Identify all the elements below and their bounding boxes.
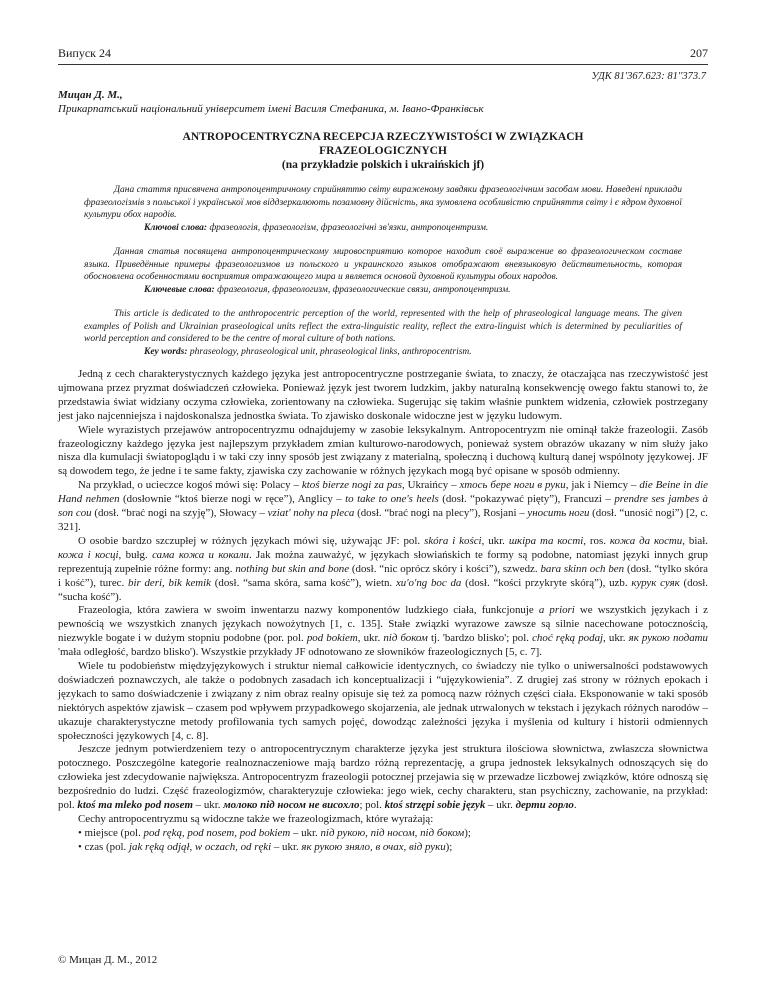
paragraph bbox=[58, 604, 708, 660]
text-run: (dosł. “unosić nogi”) [2, c. 321]. bbox=[58, 507, 709, 533]
text-run: – ukr. bbox=[290, 826, 321, 839]
text-run: – ukr. bbox=[485, 799, 516, 812]
text-run: (dosłownie “ktoś bierze nogi w ręce”), Anglicy – bbox=[119, 493, 346, 506]
title-line-2: FRAZEOLOGICZNYCH bbox=[319, 145, 447, 157]
phrase-example: die Beine in die Hand nehmen bbox=[58, 479, 709, 506]
article bbox=[58, 70, 708, 855]
keywords-en bbox=[84, 346, 682, 359]
text-run: Jeszcze jednym potwierdzeniem tezy o antropocentrycznym charakterze języka jest struktura ilościowa słownictwa, zwłaszcza słownictwa potocznego. Poszczególne kategorie realnoznaczeniowe mają bardzo różną reprezentację, a grupa jednostek leksykalnych odnoszących się do człowieka jest zdecydowanie największa. Antropocentryzm frazeologii potocznej przejawia się w przewadze liczbowej związków, które odnoszą się bezpośrednio do ludzi. Część frazeologizmów, charakteryzuje człowieka: jego wiek, cechy charakteru, stan psychiczny, zachowanie, na przykład: pol. bbox=[58, 743, 708, 812]
keywords-en-text: phraseology, phraseological unit, phraseological links, anthropocentrism. bbox=[187, 346, 472, 357]
text-run: , ukr. bbox=[481, 534, 509, 547]
text-run: (dosł. “brać nogi na szyję”), Słowacy – bbox=[91, 507, 268, 520]
phrase-example: xu'o'ng boc da bbox=[395, 576, 462, 589]
text-run: (dosł. “sucha kość”). bbox=[58, 576, 709, 603]
text-run: . Jak można zauważyć, w językach słowiańskich te formy są podobne, natomiast języki innych grup reprezentują zupełnie różne formy: ang. bbox=[58, 548, 708, 575]
paragraph bbox=[58, 743, 708, 813]
keywords-ru bbox=[84, 284, 682, 297]
paragraph: Wiele tu podobieństw międzyjęzykowych i struktur niemal całkowicie identycznych, co świadczy nie tylko o uniwersalności podstawowych doświadczeń poznawczych, ale także o podobnych zasadach ich konceptualizacji i “ujęzykowienia”. Z drugiej zaś strony w różnych epokach i językach to samo doświadczenie i związany z nim obraz realny opisuje się też za pomocą nazw różnych części ciała. Eksponowanie w taki sposób niektórych aspektów zjawisk – czasem pod wpływem przypadkowego skojarzenia, ale jednak utrwalonych w tekstach i językach różnych narodów – ukazuje charakterystyczne metody profilowania tych samych pojęć, dowodząc zależności języka i myślenia od kultury i historii odmiennych społeczności językowych [4, c. 8]. bbox=[58, 660, 708, 742]
phrase-example: nothing but skin and bone bbox=[235, 562, 350, 575]
paragraph: Cechy antropocentryzmu są widoczne także we frazeologizmach, które wyrażają: bbox=[78, 813, 434, 825]
phrase-example: кожа да кости bbox=[609, 534, 683, 547]
phrase-example: як рукою подати bbox=[628, 632, 708, 645]
phrase-example: to take to one's heels bbox=[345, 493, 439, 506]
keywords-ru-label: Ключевые слова: bbox=[144, 284, 215, 295]
paragraph bbox=[58, 535, 708, 605]
phrase-example: pod ręką, pod nosem, pod bokiem bbox=[143, 826, 291, 839]
text-run: (dosł. “pokazywać pięty”), Francuzi – bbox=[438, 493, 615, 506]
text-run: (dosł. “tylko skóra i kość”), turec. bbox=[58, 562, 708, 589]
abstract-ru bbox=[84, 246, 682, 296]
bullet-item bbox=[58, 841, 708, 855]
text-run: ); bbox=[464, 826, 471, 839]
text-run: , biał. bbox=[682, 534, 708, 547]
text-run: • czas (pol. bbox=[78, 840, 129, 853]
text-run: (dosł. “kości przykryte skórą”), uzb. bbox=[461, 576, 632, 589]
text-run: ); bbox=[445, 840, 453, 853]
keywords-en-label: Key words: bbox=[144, 346, 188, 357]
phrase-example: pod bokiem bbox=[306, 632, 358, 645]
keywords-uk bbox=[84, 222, 682, 235]
text-run: , bułg. bbox=[118, 548, 153, 561]
header-rule bbox=[58, 64, 708, 65]
abstract-en bbox=[84, 308, 682, 358]
issue-label: Випуск 24 bbox=[58, 46, 112, 60]
running-header bbox=[58, 46, 708, 64]
paragraph: Wiele wyrazistych przejawów antropocentryzmu odnajdujemy w zasobie leksykalnym. Antropocentryzm nie ominął także frazeologii. Zasób frazeologiczny każdego języka jest najlepszym przykładem zmian kulturowo-narodowych, ponieważ system obrazów ukazany w nim służy jako nisza dla kumulacji światopoglądu i w taki czy inny sposób jest związany z materialną, społeczną i duchową kulturą danej wspólnoty językowej. JF są dowodem tego, że jedne i te same fakty, zjawiska czy zachowanie w różnych językach mogą być opisane w sposób odmienny. bbox=[58, 423, 708, 478]
phrase-example: choć ręką podaj bbox=[532, 632, 604, 645]
page-number: 207 bbox=[690, 46, 708, 60]
text-run: – ukr. bbox=[192, 799, 224, 812]
phrase-example: ktoś ma mleko pod nosem bbox=[77, 799, 193, 812]
phrase-example: кожа і косці bbox=[58, 548, 119, 561]
phrase-example: prendre ses jambes à son cou bbox=[58, 493, 708, 520]
phrase-example: хтось бере ноги в руки bbox=[459, 479, 566, 492]
author: Мицан Д. М., bbox=[58, 89, 123, 101]
text-run: – ukr. bbox=[271, 840, 302, 853]
phrase-example: курук суяк bbox=[631, 576, 680, 589]
affiliation: Прикарпатський національний університет імені Василя Стефаника, м. Івано-Франківськ bbox=[58, 103, 484, 115]
article-title bbox=[58, 130, 708, 172]
keywords-uk-text: фразеологія, фразеологізм, фразеологічні зв'язки, антропоцентризм. bbox=[207, 222, 489, 233]
text-run: (dosł. “brać nogi na plecy”), Rosjani – bbox=[354, 507, 528, 520]
text-run: (dosł. “sama skóra, sama kość”), wietn. bbox=[211, 576, 396, 589]
abstract-en-text: This article is dedicated to the anthropocentric perception of the world, represented with the help of phraseological language means. The given examples of Polish and Ukrainian praseological units reflect the extra-linguistic reality, reflect the extra-linguist which is determined by peculiarities of world perception and considered to be the centre of moral culture of both nations. bbox=[84, 309, 682, 344]
phrase-example: a priori bbox=[538, 604, 575, 617]
text-run: , jak i Niemcy – bbox=[565, 479, 640, 492]
keywords-uk-label: Ключові слова: bbox=[144, 222, 208, 233]
text-run: . bbox=[573, 799, 577, 812]
title-subtitle: (na przykładzie polskich i ukraińskich jf) bbox=[281, 159, 485, 171]
phrase-example: ktoś bierze nogi za pas bbox=[301, 479, 402, 492]
text-run: , ukr. bbox=[357, 632, 384, 645]
text-run: Frazeologia, która zawiera w swoim inwentarzu nazwy komponentów ludzkiego ciała, funkcjonuje bbox=[78, 604, 539, 617]
abstract-ru-text: Данная статья посвящена антропоцентрическому мировосприятию которое находит своё выражение во фразеологическом составе языка. Приведённые примеры фразеологизмов из польского и украинского языков отображают внеязыковую действительность, которая обосновлена особенностями восприятия отражающего мира и является основой духовной культуры обоих народов. bbox=[84, 247, 682, 282]
phrase-example: шкіра та кості bbox=[508, 534, 584, 547]
text-run: , Ukraińcy – bbox=[401, 479, 460, 492]
keywords-ru-text: фразеология, фразеологизм, фразеологические связи, антропоцентризм. bbox=[214, 284, 511, 295]
text-run: Na przykład, o ucieczce kogoś mówi się: Polacy – bbox=[78, 479, 302, 492]
udc-code: УДК 81'367.623: 81''373.7 bbox=[591, 71, 706, 82]
text-run: 'mała odległość, bardzo blisko'). Wszystkie przykłady JF odnotowano ze słowników frazeologicznych [5, c. 7]. bbox=[58, 646, 542, 659]
phrase-example: під боком bbox=[383, 632, 428, 645]
text-run: tj. 'bardzo blisko'; pol. bbox=[427, 632, 533, 645]
phrase-example: skóra i kości bbox=[424, 534, 482, 547]
paragraph bbox=[58, 479, 708, 535]
phrase-example: jak ręką odjął, w oczach, od ręki bbox=[129, 840, 272, 853]
text-run: , ros. bbox=[583, 534, 610, 547]
abstract-uk-text: Дана стаття присвячена антропоцентричному сприйняттю світу вираженому завдяки фразеологічним засобам мови. Наведені приклади фразеологізмів з польської і української мов віддзеркалюють позамовну дійсність, яка зумовлена особливістю сприйняття світу і є ядром духовної культури обох народів. bbox=[84, 185, 682, 220]
paragraph: Jedną z cech charakterystycznych każdego języka jest antropocentryczne postrzeganie świata, to znaczy, że otaczająca nas rzeczywistość jest ujmowana przez pryzmat doświadczeń człowieka. Ponieważ język jest tworem ludzkim, jakby naturalną konsekwencję owego faktu stanowi to, że przedstawia świat widziany oczyma człowieka, zorientowany na człowieka. Sugerując się takim właśnie punktem widzenia, człowiek postrzegany jest jako najcenniejsza i najdoskonalsza jednostka świata. To zjawisko doskonale widoczne jest w języku ludowym. bbox=[58, 368, 708, 422]
phrase-example: молоко під носом не висохло bbox=[223, 799, 360, 812]
phrase-example: під рукою, під носом, під боком bbox=[320, 826, 465, 839]
abstract-uk bbox=[84, 184, 682, 234]
text-run: • miejsce (pol. bbox=[78, 826, 144, 839]
copyright-footer: © Мицан Д. М., 2012 bbox=[58, 954, 158, 966]
text-run: O osobie bardzo szczupłej w różnych językach mówi się, używając JF: pol. bbox=[78, 534, 425, 547]
phrase-example: як рукою зняло, в очах, від руки bbox=[301, 840, 446, 853]
phrase-example: vziat' nohy na plecа bbox=[267, 507, 355, 520]
text-run: (dosł. “nic oprócz skóry i kości”), szwedz. bbox=[349, 562, 541, 575]
article-body bbox=[58, 368, 708, 855]
text-run: we wszystkich językach i z pewnością we wszystkich znanych językach nowożytnych [1, c. 135]. Stałe związki wyrazowe zawsze są silnie nacechowane potocznością, niezwykle bogate i w dużym stopniu podobne (por. pol. bbox=[58, 604, 709, 645]
phrase-example: сама кожа и кокали bbox=[152, 548, 249, 561]
phrase-example: bara skinn och ben bbox=[540, 562, 625, 575]
phrase-example: bir deri, bik kemik bbox=[128, 576, 212, 589]
text-run: , ukr. bbox=[603, 632, 629, 645]
phrase-example: уносить ноги bbox=[527, 507, 590, 520]
title-line-1: ANTROPOCENTRYCZNA RECEPCJA RZECZYWISTOŚCI W ZWIĄZKACH bbox=[182, 131, 584, 143]
text-run: ; pol. bbox=[359, 799, 385, 812]
phrase-example: ktoś strzępi sobie język bbox=[384, 799, 486, 812]
phrase-example: дерти горло bbox=[515, 799, 574, 812]
bullet-item bbox=[58, 827, 708, 841]
